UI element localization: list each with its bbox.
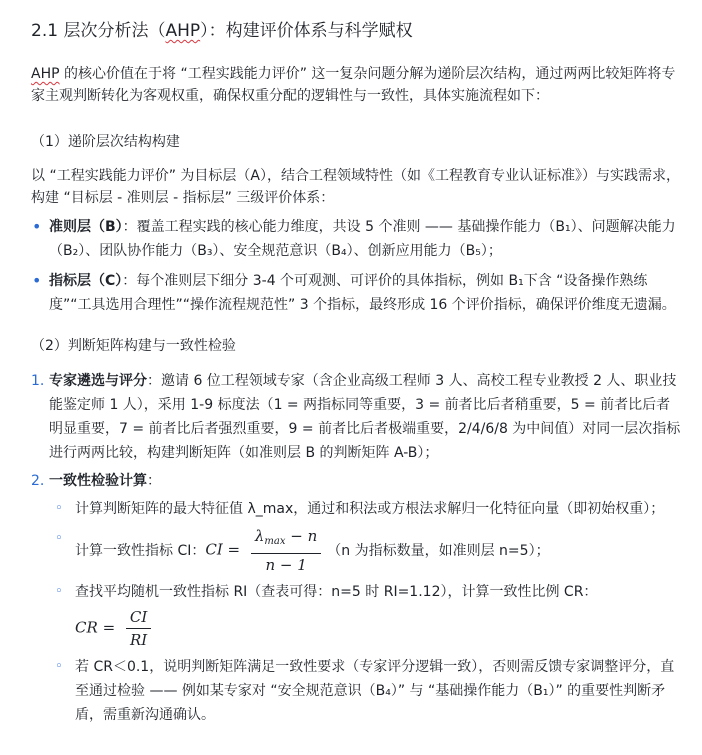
- cr-fraction: [126, 608, 151, 649]
- bullet-circle-icon: ◦: [55, 531, 63, 546]
- cr-formula: [75, 608, 684, 649]
- formula-equals: =: [227, 540, 241, 559]
- subitem-text-suffix: （n 为指标数量，如准则层 n=5）；: [327, 542, 550, 559]
- list-item-bold: 一致性检验计算: [49, 473, 147, 489]
- list-item-bold: 准则层（B）: [49, 219, 123, 235]
- intro-ahp: AHP: [31, 66, 60, 82]
- list-item-text: ：邀请 6 位工程领域专家（含企业高级工程师 3 人、高校工程专业教授 2 人、职业技能鉴定师 1 人），采用 1-9 标度法（1 = 两指标同等重要，3 = 前者比后者稍重要，5 = 前者比后者明显重要，7 = 前者比后者强烈重要，9 = 前者比后者极端重要，2/4/6/8 为中间值）对同一层次指标进行两两比较，构建判断矩阵（如准则层 B 的判断矩阵 A-B）；: [49, 373, 681, 461]
- subitem-text: 计算一致性指标 CI：: [75, 542, 206, 559]
- subsection-title-1: （1）递阶层次结构构建: [31, 134, 180, 150]
- list-item-expert-scoring: [31, 369, 684, 465]
- list-number: 1.: [31, 373, 45, 389]
- ci-numerator: [251, 527, 321, 554]
- hierarchy-paragraph: 以 “工程实践能力评价” 为目标层（A），结合工程领域特性（如《工程教育专业认证标准》）与实践需求，构建 “目标层 - 准则层 - 指标层” 三级评价体系：: [31, 168, 680, 206]
- subitem-text: 查找平均随机一致性指标 RI（查表可得：n=5 时 RI=1.12），计算一致性比例 CR：: [75, 584, 598, 600]
- formula-lhs: CR: [75, 618, 98, 637]
- hierarchy-list: [31, 215, 684, 317]
- bullet-dot-icon: •: [32, 271, 42, 290]
- heading-prefix: 2.1 层次分析法（: [31, 21, 166, 41]
- matrix-steps-list: [31, 369, 684, 727]
- subitem-ci: [49, 527, 684, 574]
- formula-lhs: CI: [205, 540, 223, 559]
- subitem-text: 若 CR＜0.1，说明判断矩阵满足一致性要求（专家评分逻辑一致），否则需反馈专家调整评分，直至通过检验 —— 例如某专家对 “安全规范意识（B₄）” 与 “基础操作能力（B₁）” 的重要性判断矛盾，需重新沟通确认。: [75, 659, 675, 723]
- subitem-eigenvalue: [49, 497, 684, 521]
- ci-denominator: n − 1: [265, 556, 307, 574]
- bullet-circle-icon: ◦: [55, 659, 63, 674]
- list-item-bold: 专家遴选与评分: [49, 373, 147, 389]
- cr-numerator: CI: [126, 608, 151, 629]
- list-item-consistency-check: [31, 469, 684, 727]
- heading-ahp: AHP: [165, 21, 201, 41]
- list-item-text: ：: [147, 473, 161, 489]
- heading-suffix: ）：构建评价体系与科学赋权: [200, 21, 413, 41]
- list-number: 2.: [31, 473, 45, 489]
- formula-equals: =: [102, 618, 116, 637]
- list-item-text: ：覆盖工程实践的核心能力维度，共设 5 个准则 —— 基础操作能力（B₁）、问题解决能力（B₂）、团队协作能力（B₃）、安全规范意识（B₄）、创新应用能力（B₅）；: [49, 219, 676, 259]
- list-item-text: ：每个准则层下细分 3-4 个可观测、可评价的具体指标，例如 B₁下含 “设备操作熟练度”“工具选用合理性”“操作流程规范性” 3 个指标，最终形成 16 个评价指标，确保评价维度无遗漏。: [49, 273, 676, 313]
- subsection-title-2: （2）判断矩阵构建与一致性检验: [31, 338, 236, 354]
- lambda-symbol: λ: [254, 527, 265, 545]
- ci-numerator-rest: − n: [285, 527, 318, 545]
- cr-denominator: RI: [130, 631, 148, 649]
- intro-text: 的核心价值在于将 “工程实践能力评价” 这一复杂问题分解为递阶层次结构，通过两两比较矩阵将专家主观判断转化为客观权重，确保权重分配的逻辑性与一致性，具体实施流程如下：: [31, 66, 676, 104]
- ci-formula: [205, 527, 327, 574]
- lambda-subscript: max: [264, 536, 286, 547]
- list-item-criteria-layer: [31, 215, 684, 263]
- subitem-text: 计算判断矩阵的最大特征值 λ_max，通过和积法或方根法求解归一化特征向量（即初始权重）；: [75, 501, 665, 517]
- consistency-sublist: [49, 497, 684, 727]
- ci-fraction: [251, 527, 321, 574]
- bullet-circle-icon: ◦: [55, 584, 63, 599]
- bullet-circle-icon: ◦: [55, 501, 63, 516]
- bullet-dot-icon: •: [32, 217, 42, 236]
- subitem-cr-threshold: [49, 655, 684, 727]
- list-item-bold: 指标层（C）: [49, 273, 123, 289]
- section-heading: [31, 16, 684, 41]
- intro-paragraph: [31, 63, 684, 107]
- subitem-ri-cr: [49, 580, 684, 649]
- list-item-indicator-layer: [31, 269, 684, 317]
